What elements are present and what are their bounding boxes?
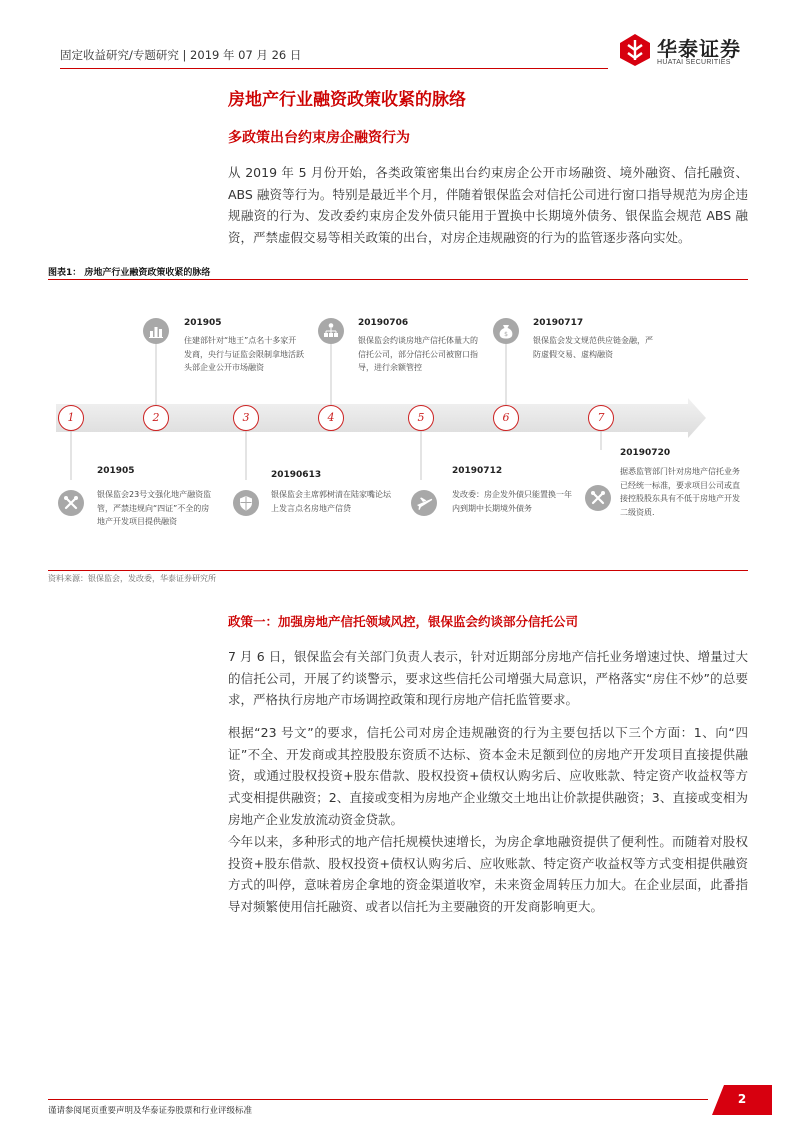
huatai-logo-mark-icon	[619, 33, 651, 67]
page-number: 2	[737, 1092, 747, 1106]
policy-title: 政策一：加强房地产信托领域风控，银保监会约谈部分信托公司	[228, 614, 579, 629]
event-text: 住建部针对“地王”点名十多家开发商，央行与证监会限制拿地活跃头部企业公开市场融资	[184, 336, 304, 372]
event-text: 据悉监管部门针对房地产信托业务已经统一标准，要求项目公司或直接控股股东具有不低于房地产开发二级资质.	[620, 467, 740, 517]
event-text: 银保监会23号文强化地产融资监管，严禁违规向“四证”不全的房地产开发项目提供融资	[97, 490, 212, 526]
shield-icon	[233, 490, 259, 516]
timeline-node: 3	[233, 405, 259, 431]
figure-source: 资料来源：银保监会，发改委，华泰证券研究所	[48, 574, 216, 583]
event-date: 20190613	[271, 470, 322, 480]
airplane-icon	[411, 490, 437, 516]
timeline-node: 1	[58, 405, 84, 431]
policy-paragraph-2: 根据“23 号文”的要求，信托公司对房企违规融资的行为主要包括以下三个方面：1、向“四证”不全、开发商或其控股股东资质不达标、资本金未足额到位的房地产开发项目直接提供融资，或通过股权投资+股东借款、股权投资+债权认购劣后、应收账款、特定资产收益权等方式变相提供融资；2、直接或变相为房地产企业缴交土地出让价款提供融资；3、直接或变相为房地产企业发放流动资金贷款。	[228, 725, 748, 827]
event-text: 银保监会约谈房地产信托体量大的信托公司，部分信托公司被窗口指导，进行余额管控	[358, 336, 478, 372]
bar-chart-icon	[143, 318, 169, 344]
event-text: 银保监会主席郭树清在陆家嘴论坛上发言点名房地产信贷	[271, 490, 391, 513]
tools-icon	[585, 485, 611, 511]
event-date: 201905	[97, 466, 135, 476]
section-title: 房地产行业融资政策收紧的脉络	[228, 90, 466, 110]
header-divider	[60, 68, 608, 69]
policy-paragraph-1: 7 月 6 日，银保监会有关部门负责人表示，针对近期部分房地产信托业务增速过快、增量过大的信托公司，开展了约谈警示，要求这些信托公司增强大局意识，严格落实“房住不炒”的总要求，严格执行房地产市场调控政策和现行房地产信托监管要求。	[228, 649, 748, 708]
figure-caption: 图表1： 房地产行业融资政策收紧的脉络	[48, 268, 211, 278]
event-date: 20190706	[358, 318, 409, 328]
event-date: 201905	[184, 318, 222, 328]
section-subtitle: 多政策出台约束房企融资行为	[228, 130, 410, 146]
timeline-node: 6	[493, 405, 519, 431]
event-text: 银保监会发文规范供应链金融，严防虚假交易、虚构融资	[533, 336, 653, 359]
timeline-node: 4	[318, 405, 344, 431]
svg-text:$: $	[504, 331, 508, 338]
footer-disclaimer: 谨请参阅尾页重要声明及华泰证券股票和行业评级标准	[48, 1106, 253, 1116]
footer-divider	[48, 1099, 708, 1100]
money-bag-icon	[493, 318, 519, 344]
timeline-node: 2	[143, 405, 169, 431]
policy-paragraph-3: 今年以来，多种形式的地产信托规模快速增长，为房企拿地融资提供了便利性。而随着对股权投资+股东借款、股权投资+债权认购劣后、应收账款、特定资产收益权等方式变相提供融资方式的叫停，意味着房企拿地的资金渠道收窄，未来资金周转压力加大。在企业层面，此番指导对频繁使用信托融资、或者以信托为主要融资的开发商影响更大。	[228, 834, 748, 915]
logo-name-en: HUATAI SECURITIES	[657, 59, 731, 66]
figure-bottom-rule	[48, 570, 748, 571]
timeline-node: 7	[588, 405, 614, 431]
event-text: 发改委：房企发外债只能置换一年内到期中长期境外债务	[452, 490, 572, 513]
logo-name-cn: 华泰证券	[657, 37, 741, 61]
tools-icon	[58, 490, 84, 516]
huatai-logo	[619, 33, 749, 69]
intro-paragraph: 从 2019 年 5 月份开始，各类政策密集出台约束房企公开市场融资、境外融资、信托融资、ABS 融资等行为。特别是最近半个月，伴随着银保监会对信托公司进行窗口指导规范为房企违规融资的行为、发改委约束房企发外债只能用于置换中长期境外债务、银保监会规范 ABS 融资，严禁虚假交易等相关政策的出台，对房企违规融资的行为的监管逐步落向实处。	[228, 165, 748, 246]
header-breadcrumb: 固定收益研究/专题研究 | 2019 年 07 月 26 日	[60, 48, 302, 62]
event-date: 20190720	[620, 448, 671, 458]
event-date: 20190712	[452, 466, 503, 476]
org-chart-icon	[318, 318, 344, 344]
timeline-node: 5	[408, 405, 434, 431]
event-date: 20190717	[533, 318, 584, 328]
